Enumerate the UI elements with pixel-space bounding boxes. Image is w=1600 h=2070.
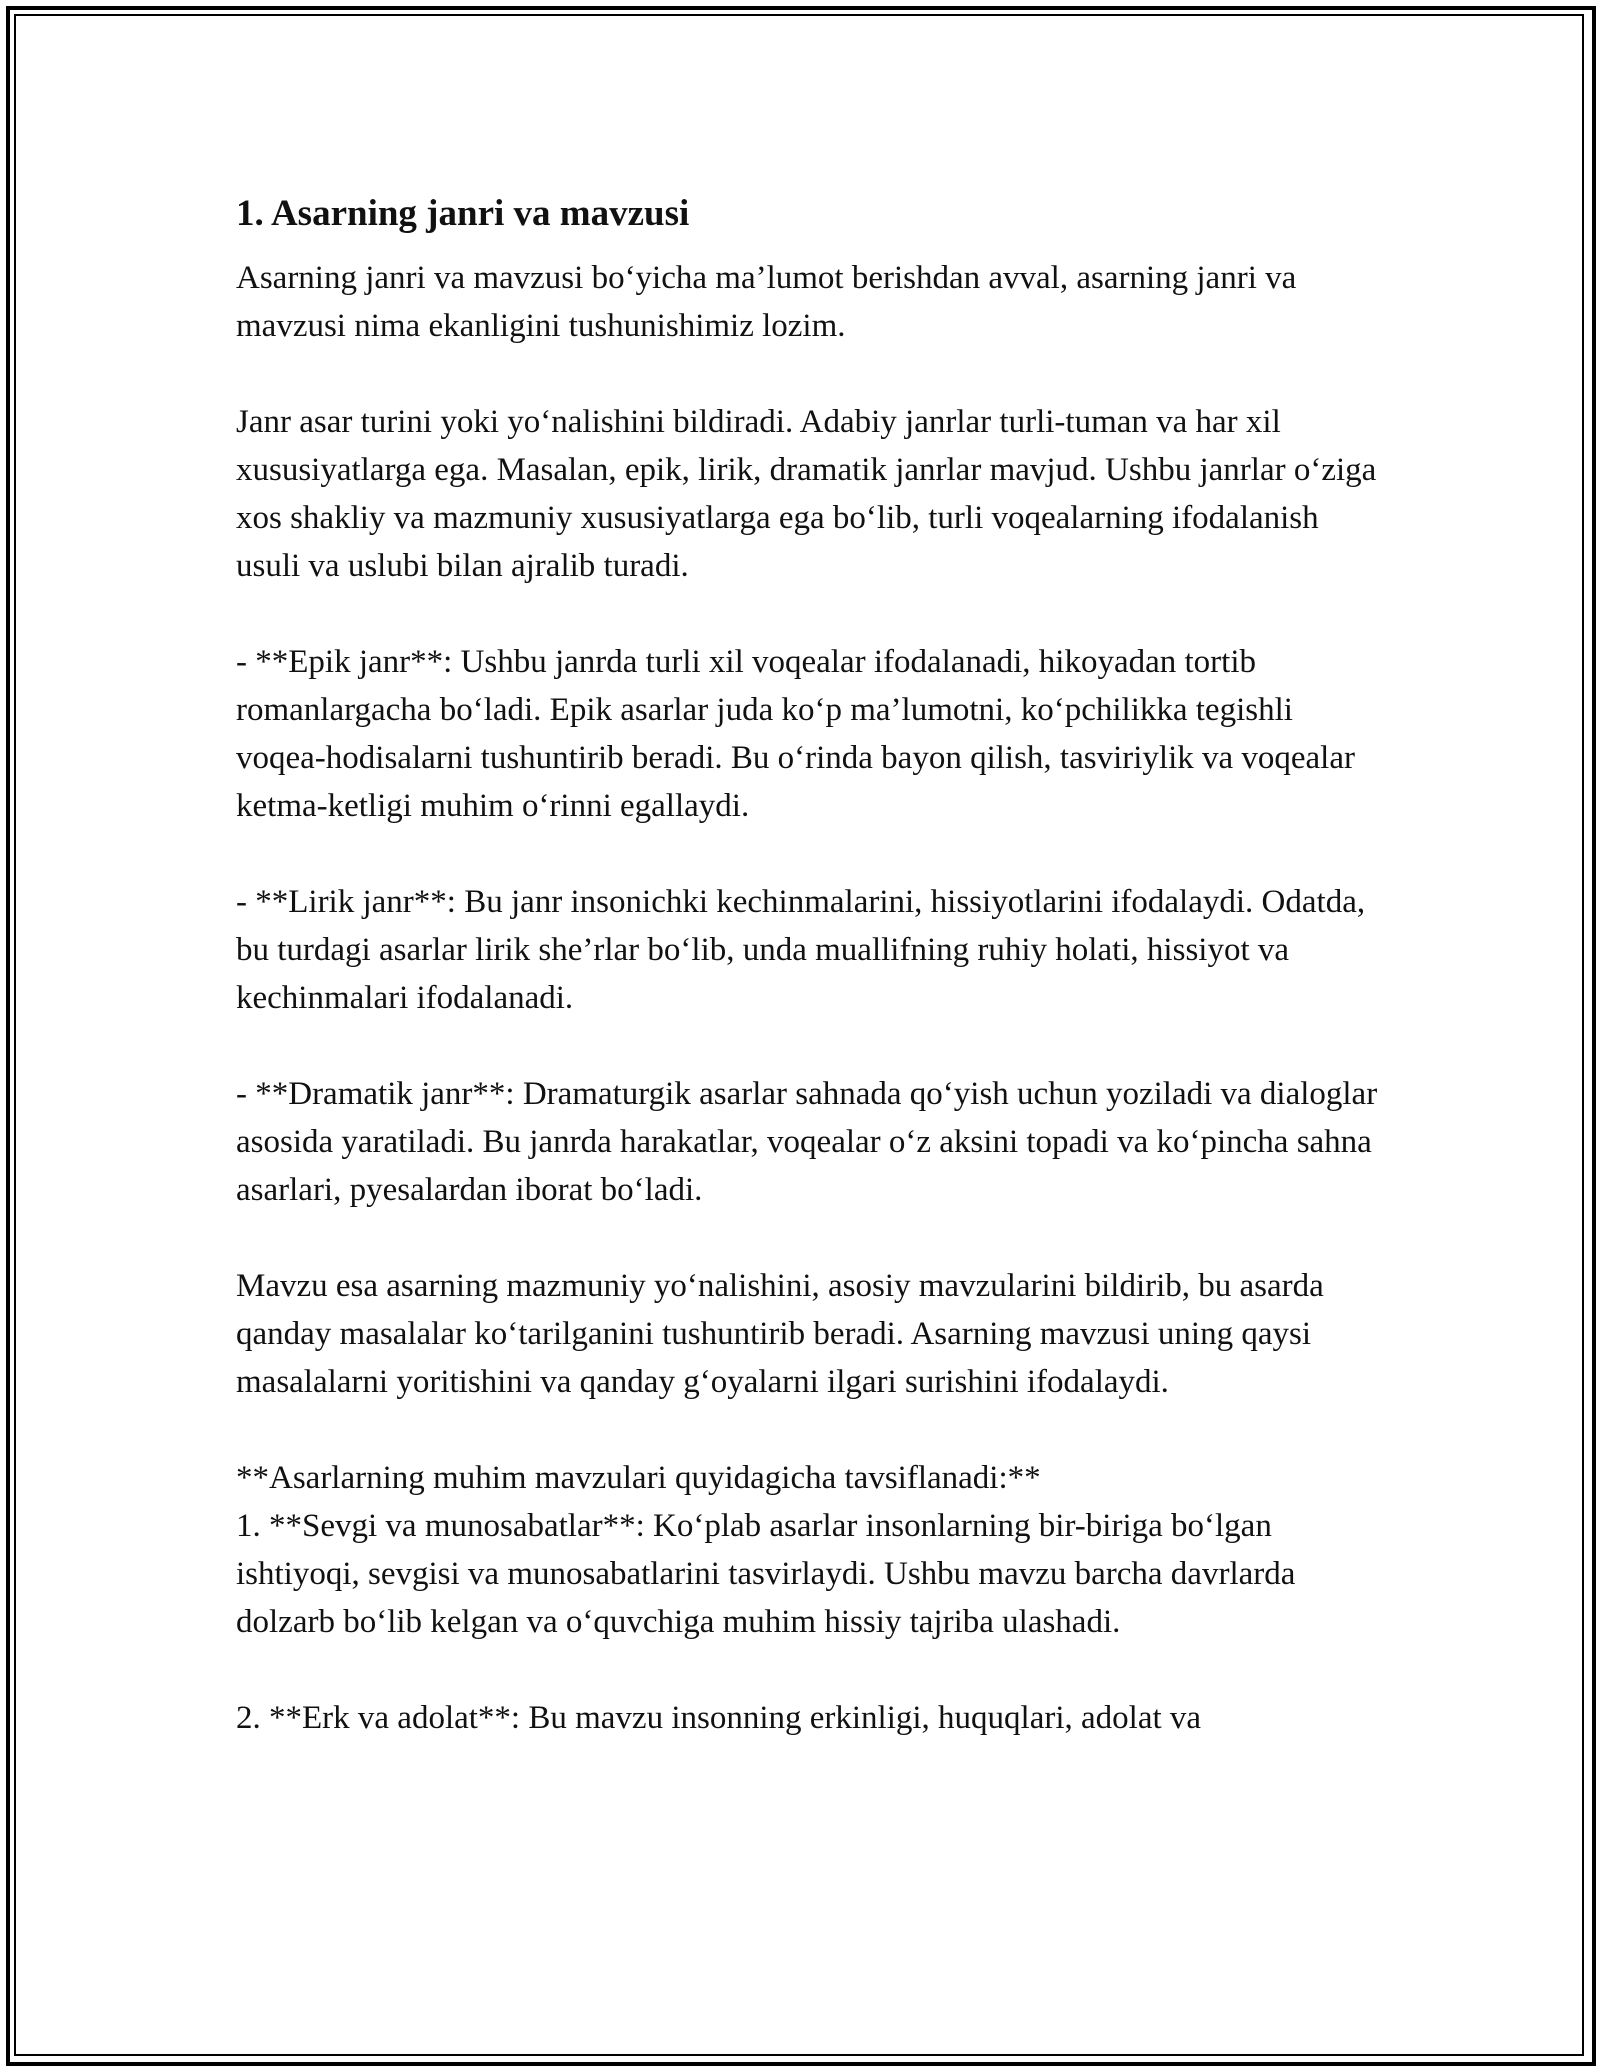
- paragraph-genre-definition: Janr asar turini yoki yo‘nalishini bildiradi. Adabiy janrlar turli-tuman va har xil xususiyatlarga ega. Masalan, epik, lirik, dramatik janrlar mavjud. Ushbu janrlar o‘ziga xos shakliy va mazmuniy xususiyatlarga ega bo‘lib, turli voqealarning ifodalanish usuli va uslubi bilan ajralib turadi.: [236, 404, 1377, 584]
- paragraph-dramatic-genre: - **Dramatik janr**: Dramaturgik asarlar sahnada qo‘yish uchun yoziladi va dialoglar asosida yaratiladi. Bu janrda harakatlar, voqealar o‘z aksini topadi va ko‘pincha sahna asarlari, pyesalardan iborat bo‘ladi.: [236, 1076, 1378, 1208]
- paragraph-theme-love: 1. **Sevgi va munosabatlar**: Ko‘plab asarlar insonlarning bir-biriga bo‘lgan ishtiyoqi, sevgisi va munosabatlarini tasvirlaydi. Ushbu mavzu barcha davrlarda dolzarb bo‘lib kelgan va o‘quvchiga muhim hissiy tajriba ulashadi.: [236, 1508, 1296, 1640]
- paragraph-theme-freedom: 2. **Erk va adolat**: Bu mavzu insonning erkinligi, huquqlari, adolat va: [236, 1700, 1202, 1736]
- paragraph-theme-definition: Mavzu esa asarning mazmuniy yo‘nalishini, asosiy mavzularini bildirib, bu asarda qanday masalalar ko‘tarilganini tushuntirib beradi. Asarning mavzusi uning qaysi masalalarni yoritishini va qanday g‘oyalarni ilgari surishini ifodalaydi.: [236, 1268, 1324, 1400]
- paragraph-intro: Asarning janri va mavzusi bo‘yicha ma’lumot berishdan avval, asarning janri va mavzusi nima ekanligini tushunishimiz lozim.: [236, 260, 1297, 344]
- paragraph-lyric-genre: - **Lirik janr**: Bu janr insonichki kechinmalarini, hissiyotlarini ifodalaydi. Odatda, bu turdagi asarlar lirik she’rlar bo‘lib, unda muallifning ruhiy holati, hissiyot va kechinmalari ifodalanadi.: [236, 884, 1366, 1016]
- section-heading: 1. Asarning janri va mavzusi: [236, 193, 690, 234]
- document-body: [236, 186, 1386, 1742]
- paragraph-themes-heading: **Asarlarning muhim mavzulari quyidagicha tavsiflanadi:**: [236, 1460, 1041, 1496]
- paragraph-epic-genre: - **Epik janr**: Ushbu janrda turli xil voqealar ifodalanadi, hikoyadan tortib romanlargacha bo‘ladi. Epik asarlar juda ko‘p ma’lumotni, ko‘pchilikka tegishli voqea-hodisalarni tushuntirib beradi. Bu o‘rinda bayon qilish, tasviriylik va voqealar ketma-ketligi muhim o‘rinni egallaydi.: [236, 644, 1355, 824]
